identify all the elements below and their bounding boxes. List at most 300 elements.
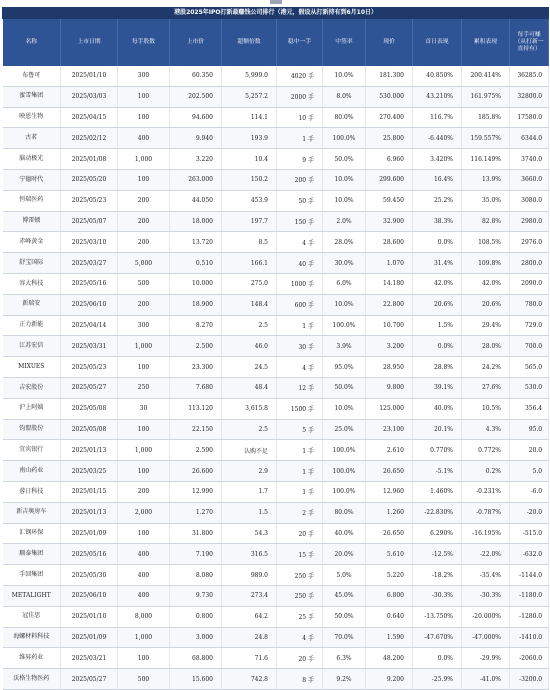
cell-profit-per-lot: 20.0 <box>510 440 549 461</box>
cell-lot-size: 400 <box>118 544 170 565</box>
cell-name: 顺泰集团 <box>3 544 61 565</box>
cell-listing-date: 2025/03/27 <box>61 253 118 274</box>
cell-listing-price: 3.000 <box>170 627 222 648</box>
cell-cumulative-return: 82.8% <box>462 211 510 232</box>
cell-listing-price: 9.940 <box>170 128 222 149</box>
cell-name: 南山药业 <box>3 461 61 482</box>
cell-first-day-return: 25.2% <box>413 190 462 211</box>
cell-name: 吉宏股份 <box>3 377 61 398</box>
table-row <box>3 336 549 357</box>
cell-oversubscription: 1.7 <box>222 481 277 502</box>
cell-allotment-rate: 10.0% <box>323 398 366 419</box>
cell-lot-size: 200 <box>118 294 170 315</box>
cell-allotment-rate: 10.0% <box>323 190 366 211</box>
cell-listing-price: 13.720 <box>170 232 222 253</box>
column-header-listing-price: 上市价 <box>170 19 222 67</box>
cell-allotment-rate: 100.0% <box>323 315 366 336</box>
cell-cumulative-return: 24.2% <box>462 357 510 378</box>
cell-current-price: 6.800 <box>366 585 413 606</box>
cell-profit-per-lot: -1410.0 <box>510 627 549 648</box>
cell-profit-per-lot: -1180.0 <box>510 585 549 606</box>
cell-name: 钧盟股份 <box>3 419 61 440</box>
cell-listing-date: 2025/06/10 <box>61 585 118 606</box>
cell-name: 冠佳思 <box>3 606 61 627</box>
cell-cumulative-return: 13.9% <box>462 169 510 190</box>
cell-current-price: 2.610 <box>366 440 413 461</box>
cell-lot-size: 8,000 <box>118 606 170 627</box>
table-row <box>3 461 549 482</box>
cell-current-price: 32.900 <box>366 211 413 232</box>
cell-stable-lot: 20 手 <box>277 648 323 669</box>
cell-stable-lot: 1 手 <box>277 461 323 482</box>
cell-stable-lot: 4 手 <box>277 232 323 253</box>
cell-listing-date: 2025/05/27 <box>61 377 118 398</box>
cell-oversubscription: 193.9 <box>222 128 277 149</box>
cell-profit-per-lot: -515.0 <box>510 523 549 544</box>
column-header-row <box>3 19 549 67</box>
cell-oversubscription: 742.8 <box>222 669 277 690</box>
cell-stable-lot: 1 手 <box>277 440 323 461</box>
cell-oversubscription: 10.4 <box>222 149 277 170</box>
cell-allotment-rate: 50.0% <box>323 149 366 170</box>
table-row <box>3 648 549 669</box>
table-row <box>3 502 549 523</box>
cell-stable-lot: 12 手 <box>277 377 323 398</box>
cell-cumulative-return: 200.414% <box>462 66 510 86</box>
cell-lot-size: 1,000 <box>118 336 170 357</box>
cell-first-day-return: -5.1% <box>413 461 462 482</box>
cell-allotment-rate: 100.0% <box>323 128 366 149</box>
cell-first-day-return: 38.3% <box>413 211 462 232</box>
cell-listing-date: 2025/03/31 <box>61 336 118 357</box>
cell-listing-price: 15.600 <box>170 669 222 690</box>
cell-profit-per-lot: 2976.0 <box>510 232 549 253</box>
cell-name: 海螺材料科技 <box>3 627 61 648</box>
table-body <box>3 66 549 689</box>
cell-listing-date: 2025/02/12 <box>61 128 118 149</box>
cell-allotment-rate: 100.0% <box>323 440 366 461</box>
page-top-marker <box>270 0 282 4</box>
cell-name: 新瑞安 <box>3 294 61 315</box>
cell-lot-size: 200 <box>118 232 170 253</box>
cell-cumulative-return: -30.3% <box>462 585 510 606</box>
cell-allotment-rate: 3.9% <box>323 336 366 357</box>
cell-stable-lot: 4020 手 <box>277 66 323 86</box>
cell-cumulative-return: 20.6% <box>462 294 510 315</box>
cell-cumulative-return: 29.4% <box>462 315 510 336</box>
cell-cumulative-return: 161.975% <box>462 86 510 107</box>
cell-allotment-rate: 6.0% <box>323 273 366 294</box>
cell-listing-date: 2025/01/08 <box>61 149 118 170</box>
cell-cumulative-return: -29.9% <box>462 648 510 669</box>
cell-listing-price: 263.000 <box>170 169 222 190</box>
cell-stable-lot: 1 手 <box>277 481 323 502</box>
table-row <box>3 211 549 232</box>
cell-allotment-rate: 70.0% <box>323 627 366 648</box>
cell-first-day-return: 116.7% <box>413 107 462 128</box>
cell-current-price: 14.180 <box>366 273 413 294</box>
cell-lot-size: 1,000 <box>118 440 170 461</box>
cell-listing-date: 2025/05/07 <box>61 211 118 232</box>
cell-name: 蜜雪集团 <box>3 86 61 107</box>
cell-cumulative-return: 27.6% <box>462 377 510 398</box>
cell-listing-price: 18.900 <box>170 294 222 315</box>
table-row <box>3 86 549 107</box>
cell-first-day-return: 20.1% <box>413 419 462 440</box>
cell-stable-lot: 1 手 <box>277 128 323 149</box>
cell-current-price: 270.400 <box>366 107 413 128</box>
cell-oversubscription: 5,257.2 <box>222 86 277 107</box>
cell-current-price: 26.650 <box>366 461 413 482</box>
cell-name: 沪上阿姨 <box>3 398 61 419</box>
cell-profit-per-lot: 3660.0 <box>510 169 549 190</box>
cell-first-day-return: -18.2% <box>413 565 462 586</box>
cell-profit-per-lot: 17580.0 <box>510 107 549 128</box>
cell-profit-per-lot: 780.0 <box>510 294 549 315</box>
column-header-name: 名称 <box>3 19 61 67</box>
cell-listing-date: 2025/05/08 <box>61 398 118 419</box>
cell-lot-size: 100 <box>118 523 170 544</box>
cell-name: 赤峰黄金 <box>3 232 61 253</box>
cell-current-price: 22.800 <box>366 294 413 315</box>
cell-lot-size: 100 <box>118 169 170 190</box>
cell-first-day-return: 0.0% <box>413 648 462 669</box>
column-header-profit-per-lot: 每手可赚（从打新一直持有） <box>510 19 549 67</box>
cell-first-day-return: 20.6% <box>413 294 462 315</box>
cell-profit-per-lot: 6344.0 <box>510 128 549 149</box>
cell-oversubscription: 64.2 <box>222 606 277 627</box>
cell-cumulative-return: -16.195% <box>462 523 510 544</box>
cell-stable-lot: 25 手 <box>277 606 323 627</box>
cell-oversubscription: 114.1 <box>222 107 277 128</box>
cell-oversubscription: 3,615.8 <box>222 398 277 419</box>
cell-cumulative-return: -22.0% <box>462 544 510 565</box>
cell-current-price: 28.950 <box>366 357 413 378</box>
cell-listing-price: 12.990 <box>170 481 222 502</box>
cell-current-price: 12.960 <box>366 481 413 502</box>
cell-current-price: 3.200 <box>366 336 413 357</box>
cell-allotment-rate: 50.0% <box>323 377 366 398</box>
cell-listing-date: 2025/01/15 <box>61 481 118 502</box>
cell-name: 恒瑞医药 <box>3 190 61 211</box>
cell-allotment-rate: 95.0% <box>323 357 366 378</box>
cell-current-price: 0.640 <box>366 606 413 627</box>
cell-first-day-return: 39.1% <box>413 377 462 398</box>
cell-listing-date: 2025/01/10 <box>61 606 118 627</box>
table-row <box>3 107 549 128</box>
column-header-first-day-return: 首日表现 <box>413 19 462 67</box>
table-row <box>3 419 549 440</box>
cell-listing-price: 202.500 <box>170 86 222 107</box>
cell-listing-price: 26.600 <box>170 461 222 482</box>
cell-lot-size: 250 <box>118 377 170 398</box>
cell-lot-size: 30 <box>118 398 170 419</box>
cell-allotment-rate: 100.0% <box>323 461 366 482</box>
table-row <box>3 627 549 648</box>
cell-cumulative-return: 0.772% <box>462 440 510 461</box>
cell-listing-price: 7.190 <box>170 544 222 565</box>
cell-name: 蓉日科技 <box>3 481 61 502</box>
table-row <box>3 357 549 378</box>
cell-first-day-return: 43.210% <box>413 86 462 107</box>
cell-stable-lot: 2000 手 <box>277 86 323 107</box>
cell-first-day-return: 1.460% <box>413 481 462 502</box>
cell-stable-lot: 4 手 <box>277 357 323 378</box>
cell-stable-lot: 30 手 <box>277 336 323 357</box>
cell-oversubscription: 8.5 <box>222 232 277 253</box>
cell-profit-per-lot: 2980.0 <box>510 211 549 232</box>
cell-oversubscription: 2.5 <box>222 419 277 440</box>
cell-allotment-rate: 100.0% <box>323 481 366 502</box>
cell-cumulative-return: 42.0% <box>462 273 510 294</box>
cell-cumulative-return: 28.0% <box>462 336 510 357</box>
cell-lot-size: 400 <box>118 128 170 149</box>
cell-stable-lot: 600 手 <box>277 294 323 315</box>
cell-lot-size: 200 <box>118 211 170 232</box>
cell-current-price: 9.800 <box>366 377 413 398</box>
cell-profit-per-lot: 5.0 <box>510 461 549 482</box>
cell-cumulative-return: -0.787% <box>462 502 510 523</box>
cell-first-day-return: 0.0% <box>413 336 462 357</box>
cell-profit-per-lot: -632.0 <box>510 544 549 565</box>
cell-listing-date: 2025/01/09 <box>61 523 118 544</box>
table-row <box>3 273 549 294</box>
table-row <box>3 398 549 419</box>
cell-name: MIXUES <box>3 357 61 378</box>
cell-profit-per-lot: -1144.0 <box>510 565 549 586</box>
cell-cumulative-return: 10.5% <box>462 398 510 419</box>
cell-lot-size: 400 <box>118 565 170 586</box>
cell-listing-date: 2025/04/15 <box>61 107 118 128</box>
cell-profit-per-lot: 356.4 <box>510 398 549 419</box>
cell-stable-lot: 5 手 <box>277 419 323 440</box>
cell-first-day-return: -13.750% <box>413 606 462 627</box>
cell-cumulative-return: 185.8% <box>462 107 510 128</box>
cell-allotment-rate: 10.0% <box>323 169 366 190</box>
cell-name: 古茗 <box>3 128 61 149</box>
cell-name: 汇钢环保 <box>3 523 61 544</box>
cell-first-day-return: 3.420% <box>413 149 462 170</box>
cell-listing-price: 8.270 <box>170 315 222 336</box>
cell-name: 容大科技 <box>3 273 61 294</box>
cell-allotment-rate: 80.0% <box>323 502 366 523</box>
column-header-current-price: 现价 <box>366 19 413 67</box>
cell-listing-price: 0.510 <box>170 253 222 274</box>
cell-oversubscription: 273.4 <box>222 585 277 606</box>
table-row <box>3 377 549 398</box>
table-row <box>3 523 549 544</box>
cell-current-price: 5.220 <box>366 565 413 586</box>
cell-oversubscription: 989.0 <box>222 565 277 586</box>
cell-oversubscription: 316.5 <box>222 544 277 565</box>
cell-oversubscription: 24.5 <box>222 357 277 378</box>
cell-first-day-return: 0.0% <box>413 232 462 253</box>
cell-listing-date: 2025/04/14 <box>61 315 118 336</box>
cell-listing-date: 2025/06/10 <box>61 294 118 315</box>
cell-current-price: 9.200 <box>366 669 413 690</box>
cell-allotment-rate: 50.0% <box>323 606 366 627</box>
cell-stable-lot: 40 手 <box>277 253 323 274</box>
cell-cumulative-return: 116.149% <box>462 149 510 170</box>
cell-listing-price: 2.590 <box>170 440 222 461</box>
cell-stable-lot: 2 手 <box>277 502 323 523</box>
cell-first-day-return: 40.0% <box>413 398 462 419</box>
cell-allotment-rate: 40.0% <box>323 523 366 544</box>
cell-first-day-return: -25.9% <box>413 669 462 690</box>
table-title-row <box>3 8 549 19</box>
cell-allotment-rate: 20.0% <box>323 544 366 565</box>
cell-lot-size: 1,000 <box>118 149 170 170</box>
cell-listing-price: 9.730 <box>170 585 222 606</box>
cell-name: 舒宝国际 <box>3 253 61 274</box>
cell-lot-size: 500 <box>118 273 170 294</box>
cell-allotment-rate: 30.0% <box>323 253 366 274</box>
cell-oversubscription: 2.5 <box>222 315 277 336</box>
cell-stable-lot: 1000 手 <box>277 273 323 294</box>
cell-name: 宜宾银行 <box>3 440 61 461</box>
cell-lot-size: 100 <box>118 86 170 107</box>
cell-cumulative-return: 109.8% <box>462 253 510 274</box>
table-row <box>3 232 549 253</box>
cell-oversubscription: 148.4 <box>222 294 277 315</box>
cell-listing-price: 1.270 <box>170 502 222 523</box>
cell-listing-price: 31.800 <box>170 523 222 544</box>
cell-listing-date: 2025/05/20 <box>61 169 118 190</box>
cell-listing-price: 0.800 <box>170 606 222 627</box>
cell-current-price: 5.610 <box>366 544 413 565</box>
cell-stable-lot: 250 手 <box>277 585 323 606</box>
table-row <box>3 66 549 86</box>
cell-listing-price: 8.080 <box>170 565 222 586</box>
cell-profit-per-lot: 36285.0 <box>510 66 549 86</box>
cell-listing-price: 23.300 <box>170 357 222 378</box>
cell-oversubscription: 48.4 <box>222 377 277 398</box>
cell-stable-lot: 4 手 <box>277 627 323 648</box>
cell-listing-date: 2025/05/27 <box>61 669 118 690</box>
cell-cumulative-return: -41.0% <box>462 669 510 690</box>
cell-name: 沃格生物医药 <box>3 669 61 690</box>
cell-oversubscription: 54.3 <box>222 523 277 544</box>
cell-current-price: 1.070 <box>366 253 413 274</box>
cell-profit-per-lot: 3080.0 <box>510 190 549 211</box>
cell-stable-lot: 200 手 <box>277 169 323 190</box>
cell-listing-date: 2025/05/23 <box>61 357 118 378</box>
cell-allotment-rate: 6.3% <box>323 648 366 669</box>
cell-profit-per-lot: 700.0 <box>510 336 549 357</box>
cell-profit-per-lot: -6.0 <box>510 481 549 502</box>
cell-listing-price: 113.120 <box>170 398 222 419</box>
cell-lot-size: 100 <box>118 107 170 128</box>
table-row <box>3 440 549 461</box>
table-row <box>3 544 549 565</box>
cell-listing-price: 2.500 <box>170 336 222 357</box>
cell-lot-size: 200 <box>118 481 170 502</box>
cell-lot-size: 100 <box>118 357 170 378</box>
cell-profit-per-lot: 32800.0 <box>510 86 549 107</box>
cell-cumulative-return: 108.5% <box>462 232 510 253</box>
cell-name: 脑动极光 <box>3 149 61 170</box>
table-row <box>3 585 549 606</box>
cell-listing-date: 2025/05/16 <box>61 273 118 294</box>
cell-current-price: 25.800 <box>366 128 413 149</box>
cell-oversubscription: 2.9 <box>222 461 277 482</box>
cell-allotment-rate: 25.0% <box>323 419 366 440</box>
cell-oversubscription: 453.9 <box>222 190 277 211</box>
cell-lot-size: 2,000 <box>118 502 170 523</box>
cell-lot-size: 500 <box>118 669 170 690</box>
cell-current-price: 125.000 <box>366 398 413 419</box>
cell-oversubscription: 认购不足 <box>222 440 277 461</box>
cell-current-price: 28.600 <box>366 232 413 253</box>
cell-listing-date: 2025/03/25 <box>61 461 118 482</box>
cell-oversubscription: 46.0 <box>222 336 277 357</box>
cell-cumulative-return: -47.000% <box>462 627 510 648</box>
cell-first-day-return: -30.3% <box>413 585 462 606</box>
cell-listing-date: 2025/01/13 <box>61 502 118 523</box>
cell-stable-lot: 9 手 <box>277 149 323 170</box>
cell-allotment-rate: 10.0% <box>323 66 366 86</box>
column-header-listing-date: 上市日期 <box>61 19 118 67</box>
cell-allotment-rate: 28.0% <box>323 232 366 253</box>
cell-allotment-rate: 8.0% <box>323 86 366 107</box>
cell-listing-date: 2025/01/09 <box>61 627 118 648</box>
column-header-stable-lot: 稳中一手 <box>277 19 323 67</box>
cell-name: 手回集团 <box>3 565 61 586</box>
table-row <box>3 481 549 502</box>
cell-profit-per-lot: -20.0 <box>510 502 549 523</box>
cell-oversubscription: 150.2 <box>222 169 277 190</box>
cell-current-price: 530.000 <box>366 86 413 107</box>
cell-name: 新吉奥房车 <box>3 502 61 523</box>
cell-oversubscription: 24.8 <box>222 627 277 648</box>
cell-listing-price: 3.220 <box>170 149 222 170</box>
cell-first-day-return: 16.4% <box>413 169 462 190</box>
cell-cumulative-return: -35.4% <box>462 565 510 586</box>
cell-lot-size: 100 <box>118 419 170 440</box>
cell-listing-date: 2025/05/16 <box>61 544 118 565</box>
cell-profit-per-lot: 2090.0 <box>510 273 549 294</box>
cell-listing-price: 94.600 <box>170 107 222 128</box>
cell-current-price: 10.700 <box>366 315 413 336</box>
cell-lot-size: 300 <box>118 66 170 86</box>
cell-current-price: 181.300 <box>366 66 413 86</box>
cell-listing-date: 2025/03/21 <box>61 648 118 669</box>
cell-cumulative-return: -0.231% <box>462 481 510 502</box>
cell-listing-date: 2025/05/30 <box>61 565 118 586</box>
cell-stable-lot: 10 手 <box>277 107 323 128</box>
cell-allotment-rate: 9.2% <box>323 669 366 690</box>
cell-stable-lot: 20 手 <box>277 523 323 544</box>
table-row <box>3 149 549 170</box>
cell-oversubscription: 5,999.0 <box>222 66 277 86</box>
cell-lot-size: 1,000 <box>118 627 170 648</box>
table-row <box>3 128 549 149</box>
cell-first-day-return: 6.290% <box>413 523 462 544</box>
cell-listing-price: 18.000 <box>170 211 222 232</box>
ipo-ranking-table <box>2 7 549 690</box>
cell-lot-size: 5,000 <box>118 253 170 274</box>
cell-name: 映恩生物 <box>3 107 61 128</box>
cell-current-price: 26.650 <box>366 523 413 544</box>
cell-current-price: 299.600 <box>366 169 413 190</box>
cell-profit-per-lot: 530.0 <box>510 377 549 398</box>
cell-current-price: 6.960 <box>366 149 413 170</box>
cell-first-day-return: 40.850% <box>413 66 462 86</box>
cell-listing-date: 2025/01/10 <box>61 66 118 86</box>
cell-oversubscription: 275.0 <box>222 273 277 294</box>
cell-listing-price: 22.150 <box>170 419 222 440</box>
cell-stable-lot: 15 手 <box>277 544 323 565</box>
